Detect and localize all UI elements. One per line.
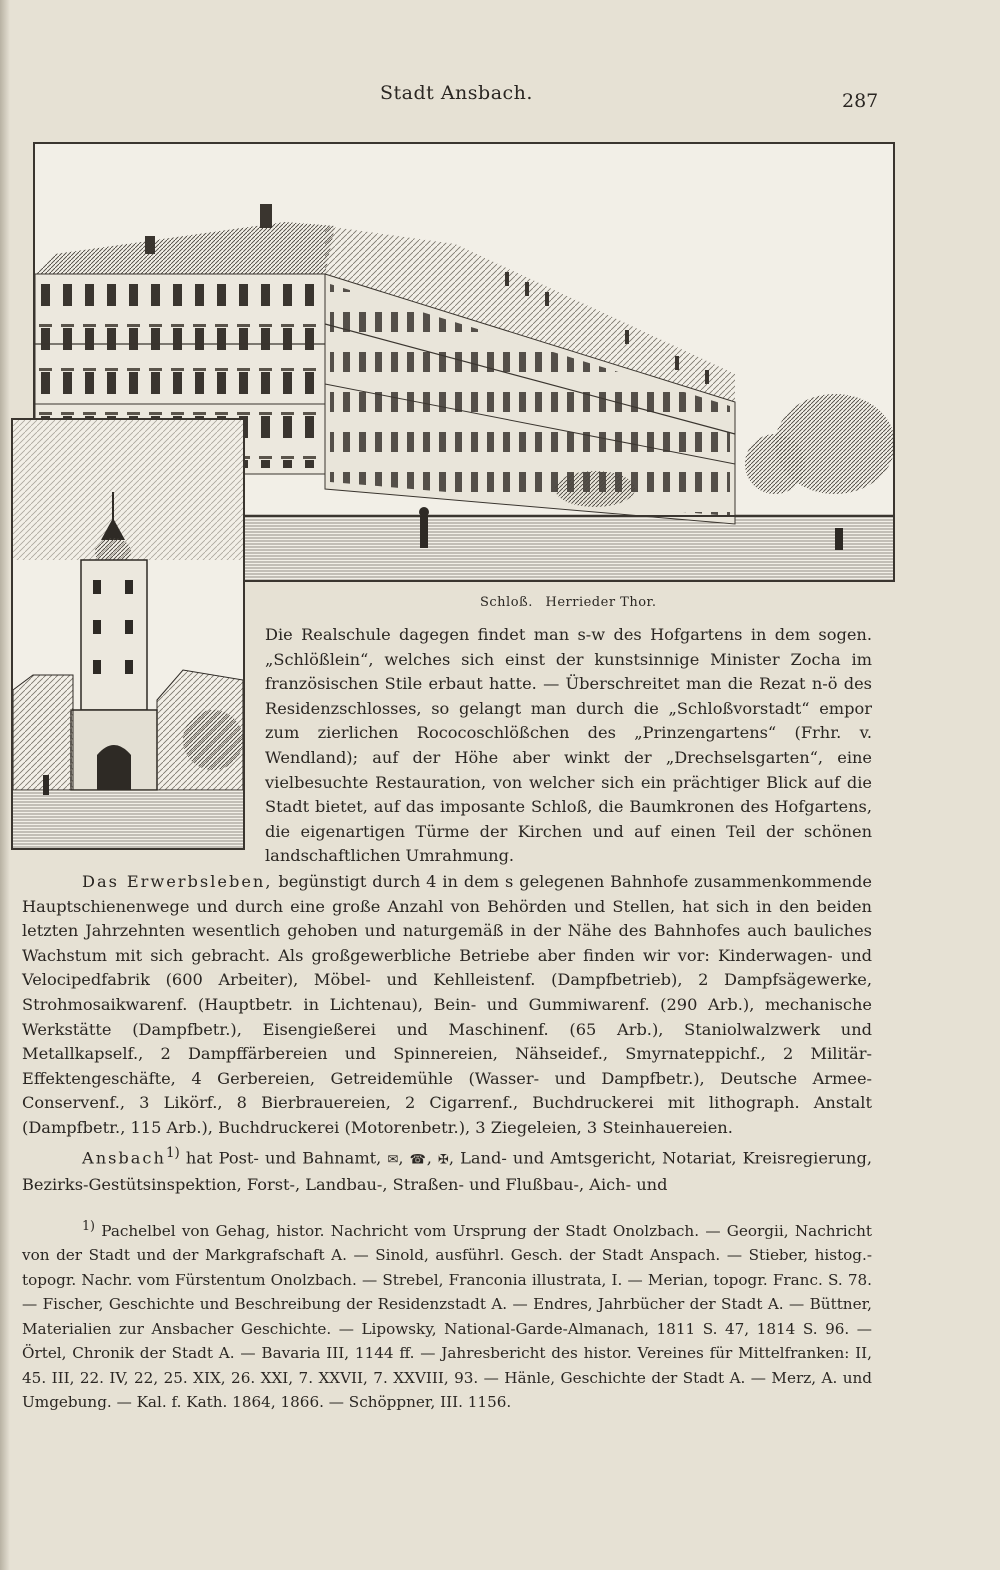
footnotes bbox=[22, 1214, 872, 1414]
paragraph-lead-ansbach: Ansbach bbox=[82, 1147, 166, 1167]
paragraph-ansbach-post: Land- und Amtsgericht, Notariat, Kreisregierung, Bezirks-Gestütsinspektion, Forst-, Landbau-, Straßen- und Flußbau-, Aich- und bbox=[22, 1147, 872, 1194]
telephone-icon: ☎ bbox=[409, 1151, 427, 1167]
page-edge bbox=[0, 0, 10, 1570]
caption-gate: Herrieder Thor. bbox=[545, 595, 657, 610]
military-icon: ✠ bbox=[438, 1151, 449, 1167]
gate-tower-drawing bbox=[13, 420, 243, 848]
page-number: 287 bbox=[842, 90, 879, 112]
footnote-ref[interactable]: 1) bbox=[165, 1144, 180, 1161]
caption-palace: Schloß. bbox=[480, 595, 533, 610]
paragraph-ansbach-pre: hat Post- und Bahnamt, bbox=[185, 1147, 382, 1167]
paragraph-erwerbsleben: Das Erwerbsleben, begünstigt durch 4 in dem s gelegenen Bahnhofe zusammenkommende Hauptschienenwege und durch eine große Anzahl von Behörden und Stellen, hat sich in den beiden letzten Jahrzehnten wesentlich gehoben und naturgemäß in der Nähe des Bahnhofes auch bauliches Wachstum mit sich gebracht. Als großgewerbliche Betriebe aber finden wir vor: Kinderwagen- und Velocipedfabrik (600 Arbeiter), Möbel- und Kehlleistenf. (Dampfbetrieb), 2 Dampfsägewerke, Strohmosaikwarenf. (Hauptbetr. in Lichtenau), Bein- und Gummiwarenf. (290 Arb.), mechanische Werkstätte (Dampfbetr.), Eisengießerei und Maschinenf. (65 Arb.), Staniolwalzwerk und Metallkapself., 2 Dampffärbereien und Spinnereien, Nähseidef., Smyrnateppichf., 2 Militär-Effektengeschäfte, 4 Gerbereien, Getreidemühle (Wasser- und Dampfbetr.), Deutsche Armee-Conservenf., 3 Likörf., 8 Bierbrauereien, 2 Cigarrenf., Buchdruckerei mit lithograph. Anstalt (Dampfbetr., 115 Arb.), Buchdruckerei (Motorenbetr.), 3 Ziegeleien, 3 Steinhauereien. Ansbach$^{1)}$ hat Post- und Bahnamt, ✉, ☎, ✠, Land- und Amtsgericht, Notariat, Kreisregierung, Bezirks-Gestütsinspektion, Forst-, Landbau-, Straßen- und Flußbau-, Aich- und bbox=[22, 872, 872, 1194]
gate-tower-illustration bbox=[11, 418, 245, 850]
running-head bbox=[0, 82, 1000, 112]
telegraph-icon: ✉ bbox=[387, 1151, 399, 1167]
paragraph-body: begünstigt durch 4 in dem s gelegenen Bahnhofe zusammenkommende Hauptschienenwege und durch eine große Anzahl von Behörden und Stellen, hat sich in den beiden letzten Jahrzehnten wesentlich gehoben und naturgemäß in der Nähe des Bahnhofes auch bauliches Wachstum mit sich gebracht. Als großgewerbliche Betriebe aber finden wir vor: Kinderwagen- und Velocipedfabrik (600 Arbeiter), Möbel- und Kehlleistenf. (Dampfbetrieb), 2 Dampfsägewerke, Strohmosaikwarenf. (Hauptbetr. in Lichtenau), Bein- und Gummiwarenf. (290 Arb.), mechanische Werkstätte (Dampfbetr.), Eisengießerei und Maschinenf. (65 Arb.), Staniolwalzwerk und Metallkapself., 2 Dampffärbereien und Spinnereien, Nähseidef., Smyrnateppichf., 2 Militär-Effektengeschäfte, 4 Gerbereien, Getreidemühle (Wasser- und Dampfbetr.), Deutsche Armee-Conservenf., 3 Likörf., 8 Bierbrauereien, 2 Cigarrenf., Buchdruckerei mit lithograph. Anstalt (Dampfbetr., 115 Arb.), Buchdruckerei (Motorenbetr.), 3 Ziegeleien, 3 Steinhauereien. bbox=[22, 872, 872, 1137]
paragraph-realschule: Die Realschule dagegen findet man s-w des Hofgartens in dem sogen. „Schlößlein“, welches sich einst der kunstsinnige Minister Zocha im französischen Stile erbaut hatte. — Überschreitet man die Rezat n-ö des Residenzschlosses, so gelangt man durch die „Schloßvorstadt“ empor zum zierlichen Rococoschlößchen des „Prinzengartens“ (Frhr. v. Wendland); auf der Höhe aber winkt der „Drechselsgarten“, eine vielbesuchte Restauration, von welcher sich ein prächtiger Blick auf die Stadt bietet, auf das imposante Schloß, die Baumkronen des Hofgartens, die eigenartigen Türme der Kirchen und auf einen Teil der schönen landschaftlichen Umrahmung. bbox=[265, 625, 872, 866]
footnote-text: Pachelbel von Gehag, histor. Nachricht vom Ursprung der Stadt Onolzbach. — Georgii, Nachricht von der Stadt und der Markgrafschaft A. — Sinold, ausführl. Gesch. der Stadt Anspach. — Stieber, histog.-topogr. Nachr. vom Fürstentum Onolzbach. — Strebel, Franconia illustrata, I. — Merian, topogr. Franc. S. 78. — Fischer, Geschichte und Beschreibung der Residenzstadt A. — Endres, Jahrbücher der Stadt A. — Büttner, Materialien zur Ansbacher Geschichte. — Lipowsky, National-Garde-Almanach, 1811 S. 47, 1814 S. 96. — Örtel, Chronik der Stadt A. — Bavaria III, 1144 ff. — Jahresbericht des histor. Vereines für Mittelfranken: II, 45. III, 22. IV, 22, 25. XIX, 26. XXI, 7. XXVII, 7. XXVIII, 93. — Hänle, Geschichte der Stadt A. — Merz, A. und Umgebung. — Kal. f. Kath. 1864, 1866. — Schöppner, III. 1156. bbox=[22, 1222, 872, 1411]
illustration-caption bbox=[480, 595, 664, 610]
page-title: Stadt Ansbach. bbox=[380, 82, 533, 104]
footnote-marker: 1) bbox=[82, 1218, 95, 1233]
paragraph-lead: Das Erwerbsleben, bbox=[82, 872, 273, 891]
